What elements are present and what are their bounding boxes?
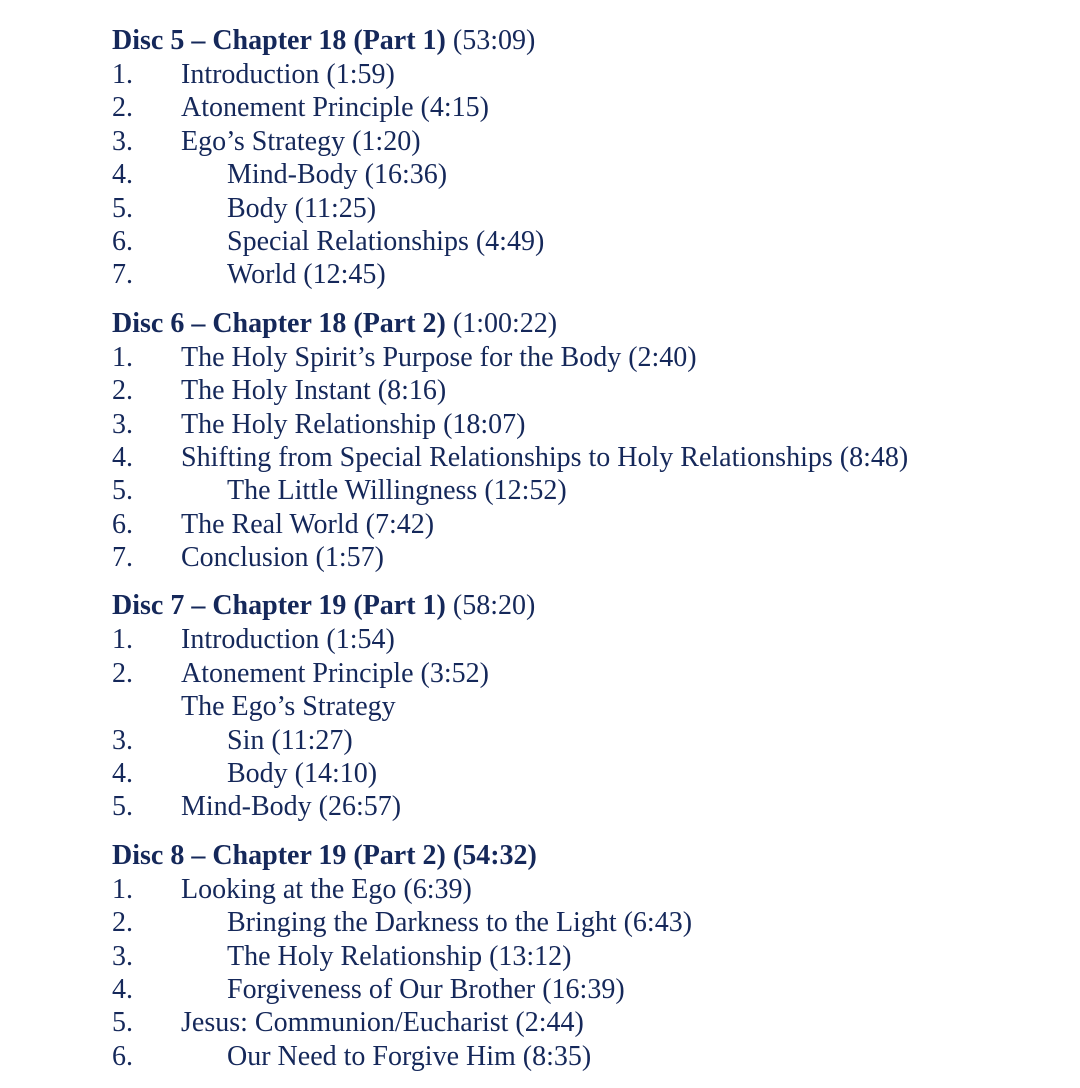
track-title: Special Relationships (4:49) — [227, 225, 545, 257]
track-row — [0, 1006, 1080, 1039]
disc-duration: (58:20) — [452, 590, 536, 622]
track-title: Atonement Principle (4:15) — [181, 92, 489, 124]
track-number: 5. — [112, 791, 133, 823]
track-row — [0, 973, 1080, 1006]
track-title: Mind-Body (16:36) — [227, 159, 448, 191]
track-row — [0, 690, 1080, 723]
disc-duration: (54:32) — [452, 839, 537, 871]
track-title: The Holy Spirit’s Purpose for the Body (2:40) — [181, 341, 697, 373]
track-row — [0, 757, 1080, 790]
track-row — [0, 58, 1080, 91]
track-number: 6. — [112, 1040, 133, 1072]
track-row — [0, 1040, 1080, 1073]
track-number: 4. — [112, 973, 133, 1005]
track-number: 3. — [112, 724, 133, 756]
track-number: 2. — [112, 92, 133, 124]
track-title: Looking at the Ego (6:39) — [181, 873, 472, 905]
track-number: 3. — [112, 408, 133, 440]
track-number: 1. — [112, 59, 133, 90]
track-row — [0, 441, 1080, 474]
disc-duration: (1:00:22) — [452, 307, 558, 339]
disc-heading — [0, 24, 1080, 58]
disc-heading — [0, 839, 1080, 873]
track-row — [0, 408, 1080, 441]
disc-title: Disc 5 – Chapter 18 (Part 1) — [112, 25, 446, 56]
track-number: 5. — [112, 1007, 133, 1039]
track-title: Conclusion (1:57) — [181, 542, 384, 574]
track-row — [0, 790, 1080, 823]
track-title: The Holy Relationship (13:12) — [227, 940, 572, 972]
disc-heading — [0, 307, 1080, 341]
track-row — [0, 341, 1080, 374]
track-title: Our Need to Forgive Him (8:35) — [227, 1040, 592, 1072]
track-number: 3. — [112, 125, 133, 157]
track-number: 4. — [112, 441, 133, 473]
track-title: The Holy Relationship (18:07) — [181, 408, 526, 440]
track-title: Jesus: Communion/Eucharist (2:44) — [181, 1007, 584, 1039]
track-title: Body (14:10) — [227, 758, 378, 790]
disc-title: Disc 7 – Chapter 19 (Part 1) — [112, 590, 446, 622]
track-number: 6. — [112, 225, 133, 257]
track-row — [0, 192, 1080, 225]
track-row — [0, 940, 1080, 973]
disc-duration: (53:09) — [452, 25, 536, 56]
track-row — [0, 158, 1080, 191]
track-number: 4. — [112, 758, 133, 790]
track-row — [0, 873, 1080, 906]
track-row — [0, 623, 1080, 656]
track-title: Bringing the Darkness to the Light (6:43) — [227, 907, 693, 939]
track-row — [0, 91, 1080, 124]
track-row — [0, 374, 1080, 407]
disc-heading — [0, 589, 1080, 623]
track-number: 7. — [112, 259, 133, 291]
disc-section — [0, 307, 1080, 575]
track-row — [0, 508, 1080, 541]
disc-section — [0, 24, 1080, 292]
track-title: Sin (11:27) — [227, 724, 353, 756]
track-row — [0, 724, 1080, 757]
track-number: 2. — [112, 907, 133, 939]
track-title: Mind-Body (26:57) — [181, 791, 402, 823]
track-title: Atonement Principle (3:52) — [181, 657, 489, 689]
track-title: The Real World (7:42) — [181, 508, 435, 540]
track-row — [0, 225, 1080, 258]
track-row — [0, 258, 1080, 291]
track-title: Shifting from Special Relationships to Holy Relationships (8:48) — [181, 441, 909, 473]
track-title: The Holy Instant (8:16) — [181, 375, 447, 407]
track-number: 2. — [112, 375, 133, 407]
track-title: Introduction (1:59) — [181, 59, 395, 90]
track-title: World (12:45) — [227, 259, 386, 291]
track-title: Introduction (1:54) — [181, 624, 395, 656]
track-number: 6. — [112, 508, 133, 540]
track-row — [0, 474, 1080, 507]
track-number: 2. — [112, 657, 133, 689]
track-number: 1. — [112, 873, 133, 905]
disc-section — [0, 589, 1080, 823]
disc-section — [0, 839, 1080, 1073]
disc-title: Disc 8 – Chapter 19 (Part 2) — [112, 839, 446, 871]
track-number: 1. — [112, 624, 133, 656]
track-number: 7. — [112, 542, 133, 574]
track-title: The Ego’s Strategy — [181, 691, 396, 723]
track-row — [0, 657, 1080, 690]
track-row — [0, 906, 1080, 939]
disc-title: Disc 6 – Chapter 18 (Part 2) — [112, 307, 446, 339]
track-row — [0, 125, 1080, 158]
track-title: The Little Willingness (12:52) — [227, 475, 567, 507]
track-number: 4. — [112, 159, 133, 191]
track-number: 1. — [112, 341, 133, 373]
track-title: Ego’s Strategy (1:20) — [181, 125, 421, 157]
track-number: 5. — [112, 475, 133, 507]
track-title: Body (11:25) — [227, 192, 377, 224]
track-number: 5. — [112, 192, 133, 224]
track-title: Forgiveness of Our Brother (16:39) — [227, 973, 625, 1005]
track-number: 3. — [112, 940, 133, 972]
track-row — [0, 541, 1080, 574]
